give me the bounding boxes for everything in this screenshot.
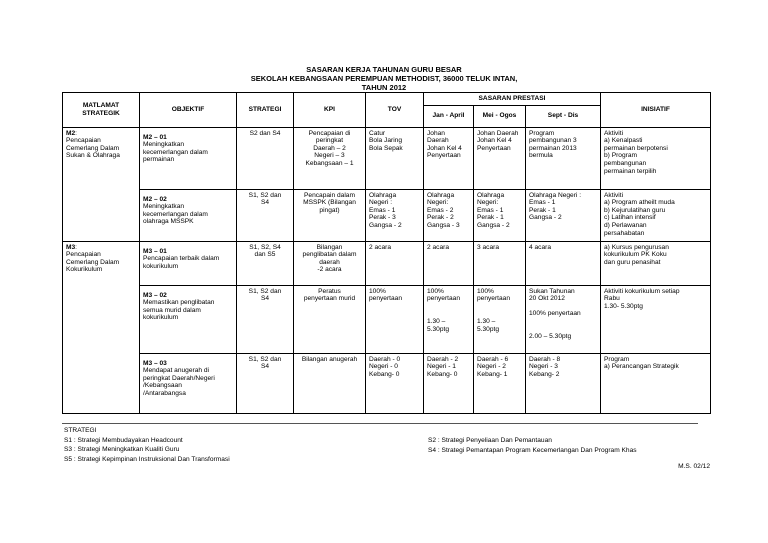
header-objektif: OBJEKTIF bbox=[140, 93, 237, 128]
goal-desc: : Pencapaian Cemerlang Dalam Kokurikulum bbox=[66, 243, 120, 274]
table-row bbox=[63, 189, 711, 241]
target-jan-april: Olahraga Negeri: Emas - 2 Perak - 2 Gangsa - 3 bbox=[424, 189, 474, 241]
legend-s4: S4 : Strategi Pemantapan Program Kecemerlangan Dan Program Khas bbox=[428, 446, 637, 454]
target-sept-dis: Program pembangunan 3 permainan 2013 bermula bbox=[526, 127, 601, 189]
initiative-cell: Aktiviti a) Kenalpasti permainan berpotensi b) Program pembangunan permainan terpilih bbox=[601, 127, 711, 189]
school-name: SEKOLAH KEBANGSAAN PEREMPUAN METHODIST, 36000 TELUK INTAN, bbox=[250, 74, 518, 83]
objective-cell bbox=[140, 127, 237, 189]
kpi-cell: Bilangan anugerah bbox=[294, 353, 366, 413]
tov-cell: 2 acara bbox=[366, 241, 424, 285]
target-mei-ogos: 100% penyertaan 1.30 – 5.30ptg bbox=[474, 285, 526, 353]
header-mei-ogos: Mei - Ogos bbox=[474, 105, 526, 127]
tov-cell: Daerah - 0 Negeri - 0 Kebang- 0 bbox=[366, 353, 424, 413]
kpi-cell: Pencapaian di peringkat Daerah – 2 Negeri – 3 Kebangsaan – 1 bbox=[294, 127, 366, 189]
target-sept-dis: 4 acara bbox=[526, 241, 601, 285]
strategy-cell: S1, S2 dan S4 bbox=[237, 285, 294, 353]
strategy-cell: S1, S2, S4 dan S5 bbox=[237, 241, 294, 285]
legend-s2: S2 : Strategi Penyeliaan Dan Pemantauan bbox=[428, 437, 552, 444]
objective-text: Mendapat anugerah di peringkat Daerah/Negeri /Kebangsaan /Antarabangsa bbox=[143, 367, 215, 397]
target-mei-ogos: Olahraga Negeri: Emas - 1 Perak - 1 Gangsa - 2 bbox=[474, 189, 526, 241]
objective-cell bbox=[140, 189, 237, 241]
tov-cell: Catur Bola Jaring Bola Sepak bbox=[366, 127, 424, 189]
table-row bbox=[63, 353, 711, 413]
initiative-cell: Program a) Perancangan Strategik bbox=[601, 353, 711, 413]
strategy-cell: S2 dan S4 bbox=[237, 127, 294, 189]
header-jan-april: Jan - April bbox=[424, 105, 474, 127]
goal-code: M2 bbox=[66, 129, 76, 137]
document-title: SASARAN KERJA TAHUNAN GURU BESAR bbox=[306, 65, 462, 74]
goal-desc: : Pencapaian Cemerlang Dalam Sukan & Olahraga bbox=[66, 129, 120, 160]
table-row bbox=[63, 285, 711, 353]
target-sept-dis: Sukan Tahunan 20 Okt 2012 100% penyertaan 2.00 – 5.30ptg bbox=[526, 285, 601, 353]
objective-code: M3 – 03 bbox=[143, 359, 167, 367]
table-row bbox=[63, 241, 711, 285]
goal-m2 bbox=[63, 127, 140, 241]
header-sasaran-prestasi: SASARAN PRESTASI bbox=[424, 93, 601, 106]
objective-text: Pencapaian terbaik dalam kokurikulum bbox=[143, 255, 220, 270]
target-mei-ogos: Daerah - 6 Negeri - 2 Kebang- 1 bbox=[474, 353, 526, 413]
header-tov: TOV bbox=[366, 93, 424, 128]
objective-cell bbox=[140, 353, 237, 413]
header-inisiatif: INISIATIF bbox=[601, 93, 711, 128]
objective-code: M3 – 01 bbox=[143, 247, 167, 255]
strategy-cell: S1, S2 dan S4 bbox=[237, 189, 294, 241]
legend-s3: S3 : Strategi Meningkatkan Kualiti Guru bbox=[64, 446, 180, 454]
year-line: TAHUN 2012 bbox=[361, 83, 407, 92]
work-target-table bbox=[62, 92, 711, 414]
tov-cell: Olahraga Negeri : Emas - 1 Perak - 3 Gangsa - 2 bbox=[366, 189, 424, 241]
divider bbox=[62, 423, 698, 424]
target-jan-april: 2 acara bbox=[424, 241, 474, 285]
objective-cell bbox=[140, 241, 237, 285]
header-strategi: STRATEGI bbox=[237, 93, 294, 128]
initiative-cell: Aktiviti kokurikulum setiap Rabu 1.30- 5.30ptg bbox=[601, 285, 711, 353]
goal-m3 bbox=[63, 241, 140, 413]
kpi-cell: Pencapain dalam MSSPK (Bilangan pingat) bbox=[294, 189, 366, 241]
objective-code: M2 – 02 bbox=[143, 195, 167, 203]
header-matlamat: MATLAMAT STRATEGIK bbox=[63, 93, 140, 128]
legend-title: STRATEGI bbox=[64, 427, 97, 434]
strategy-cell: S1, S2 dan S4 bbox=[237, 353, 294, 413]
initiative-cell: Aktiviti a) Program atheilt muda b) Kejurulatihan guru c) Latihan intensif d) Perlawanan persahabatan bbox=[601, 189, 711, 241]
kpi-cell: Bilangan penglibatan dalam daerah -2 acara bbox=[294, 241, 366, 285]
header-kpi: KPI bbox=[294, 93, 366, 128]
legend-s5: S5 : Strategi Kepimpinan Instruksional Dan Transformasi bbox=[64, 455, 230, 463]
target-jan-april: Daerah - 2 Negeri - 1 Kebang- 0 bbox=[424, 353, 474, 413]
goal-code: M3 bbox=[66, 243, 76, 251]
objective-cell bbox=[140, 285, 237, 353]
strategy-legend-right bbox=[428, 436, 637, 455]
legend-s1: S1 : Strategi Membudayakan Headcount bbox=[64, 436, 183, 444]
target-mei-ogos: Johan Daerah Johan Kel 4 Penyertaan bbox=[474, 127, 526, 189]
initiative-cell: a) Kursus pengurusan kokurikulum PK Koku dan guru penasihat bbox=[601, 241, 711, 285]
objective-code: M2 – 01 bbox=[143, 133, 167, 141]
strategy-legend bbox=[64, 426, 230, 464]
header-sept-dis: Sept - Dis bbox=[526, 105, 601, 127]
objective-text: Memastikan penglibatan semua murid dalam kokurikulum bbox=[143, 299, 215, 322]
document-reference: M.S. 02/12 bbox=[678, 463, 710, 470]
objective-text: Meningkatkan kecemerlangan dalam permainan bbox=[143, 141, 208, 164]
target-jan-april: 100% penyertaan 1.30 – 5.30ptg bbox=[424, 285, 474, 353]
target-jan-april: Johan Daerah Johan Kel 4 Penyertaan bbox=[424, 127, 474, 189]
target-sept-dis: Olahraga Negeri : Emas - 1 Perak - 1 Gangsa - 2 bbox=[526, 189, 601, 241]
objective-text: Meningkatkan kecemerlangan dalam olahraga MSSPK bbox=[143, 203, 208, 226]
objective-code: M3 – 02 bbox=[143, 291, 167, 299]
tov-cell: 100% penyertaan bbox=[366, 285, 424, 353]
target-sept-dis: Daerah - 8 Negeri - 3 Kebang- 2 bbox=[526, 353, 601, 413]
target-mei-ogos: 3 acara bbox=[474, 241, 526, 285]
table-row bbox=[63, 127, 711, 189]
kpi-cell: Peratus penyertaan murid bbox=[294, 285, 366, 353]
